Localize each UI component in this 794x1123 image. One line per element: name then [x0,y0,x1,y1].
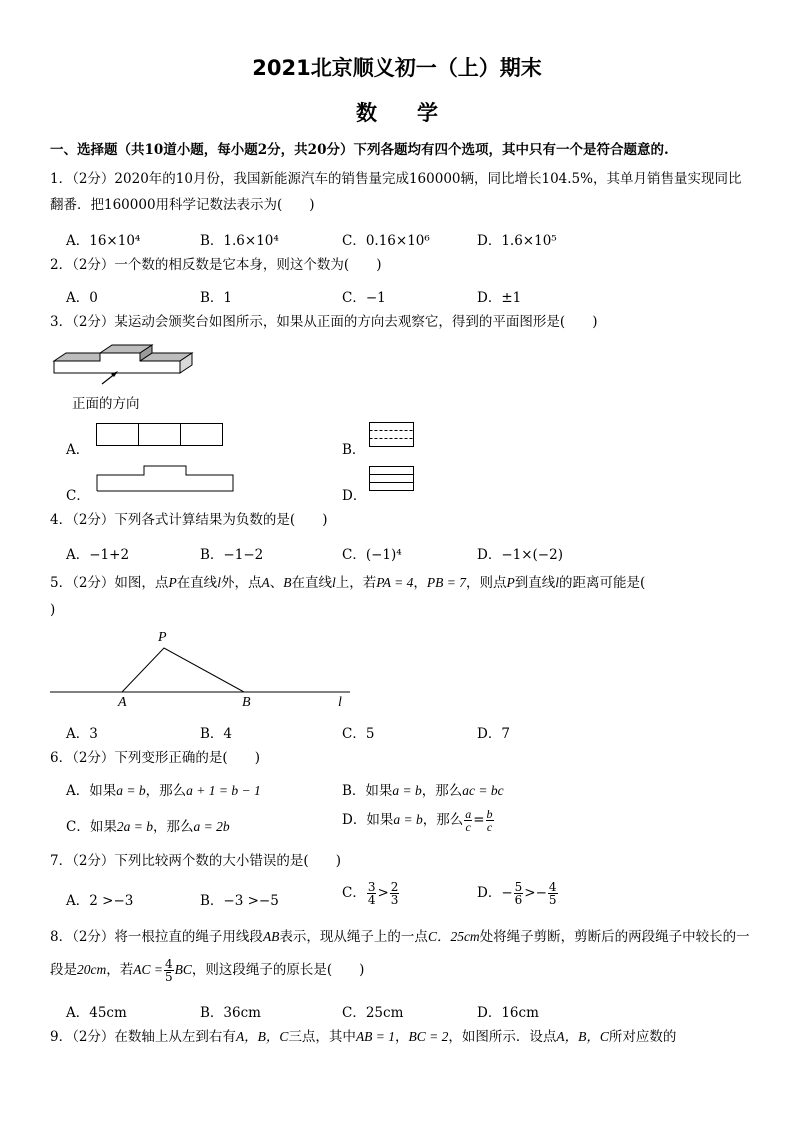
q5-line2: ) [50,602,56,618]
q3-option-c-figure [96,465,236,493]
q3-option-a-figure [96,423,224,447]
q4-option-d: D．−1×(−2) [477,547,563,563]
q2-text: 2．（2分）一个数的相反数是它本身，则这个数为( ) [50,257,382,273]
q5-fig-label-l: l [338,695,342,710]
q5-point-p: P [168,575,177,590]
q1-line1: 1．（2分）2020年的10月份，我国新能源汽车的销售量完成160000辆，同比增长104.5%，其单月销售量实现同比 [50,171,742,187]
q4-option-c: C．(−1)⁴ [342,547,402,563]
q7-option-c: C． $\frac{3}{4}$ > $\frac{2}{3}$ [342,880,399,907]
q5-line-l2: l [331,575,336,590]
q5-option-c: C．5 [342,726,375,742]
q8-option-b: B．36cm [200,1005,261,1021]
q3-option-d: D． [342,488,367,504]
q4-option-b: B．−1−2 [200,547,264,563]
q5-point-a: A [261,575,270,590]
q3-option-b-figure [369,422,415,448]
q2-option-b: B．1 [200,290,233,306]
q4-text: 4．（2分）下列各式计算结果为负数的是( ) [50,512,328,528]
q5-line-l3: l [555,575,559,590]
q5-line1 [50,574,645,592]
q1-option-a: A．16×10⁴ [66,233,141,249]
q5-option-b: B．4 [200,726,233,742]
q5-t7: 到直线 [514,575,556,591]
q5-point-p2: P [506,575,515,590]
q3-text: 3．（2分）某运动会颁奖台如图所示，如果从正面的方向去观察它，得到的平面图形是( ) [50,314,598,330]
q6-text: 6．（2分）下列变形正确的是( ) [50,750,260,766]
q2-option-c: C．−1 [342,290,386,306]
q7-text: 7．（2分）下列比较两个数的大小错误的是( ) [50,853,341,869]
q5-comma: ， [413,575,427,591]
podium-caption: 正面的方向 [72,396,140,412]
q8-line2: 段是20cm，若AC = $\frac{4}{5}$ BC，则这段绳子的原长是( ) [50,957,365,984]
q7-option-a: A．2 >−3 [66,893,134,909]
q7-option-d: D．− $\frac{5}{6}$ >− $\frac{4}{5}$ [477,880,557,907]
q1-option-c: C．0.16×10⁶ [342,233,430,249]
q1-line2: 翻番．把160000用科学记数法表示为( ) [50,197,315,213]
q5-fig-label-a: A [118,695,127,710]
q8-option-a: A．45cm [66,1005,127,1021]
q5-figure [50,630,360,710]
q5-t2: 在直线 [176,575,218,591]
q5-sep: 、 [269,575,284,591]
q5-cond1: PA = 4 [376,575,414,590]
q5-t4: 在直线 [291,575,332,591]
q5-line-l: l [217,575,221,590]
q9-line1: 9．（2分）在数轴上从左到右有A，B，C三点，其中AB = 1，BC = 2，如图所示．设点A，B，C所对应数的 [50,1029,677,1045]
q5-t3: 外，点 [220,575,262,591]
q5-option-a: A．3 [66,726,98,742]
q5-t6: ，则点 [465,575,507,591]
q5-fig-label-p: P [158,630,167,645]
section-heading: 一、选择题（共10道小题，每小题2分，共20分）下列各题均有四个选项，其中只有一个是符合题意的. [50,142,669,158]
q5-cond2: PB = 7 [426,575,466,590]
q5-fig-label-b: B [242,695,251,710]
podium-figure [52,343,197,388]
q5-point-b: B [283,575,292,590]
q5-t5: 上，若 [335,575,377,591]
q6-option-a: A．如果a = b，那么a + 1 = b − 1 [66,783,261,799]
q7-option-b: B．−3 >−5 [200,893,279,909]
q3-option-c: C． [66,488,90,504]
q4-option-a: A．−1+2 [66,547,130,563]
page-title: 2021北京顺义初一（上）期末 [252,56,542,80]
q5-t8: 的距离可能是( [558,575,646,591]
q8-option-d: D．16cm [477,1005,539,1021]
q2-option-a: A．0 [66,290,98,306]
q3-option-d-figure [369,466,415,492]
q6-option-c: C．如果2a = b，那么a = 2b [66,819,230,835]
subject-heading: 数学 [356,101,478,125]
q6-option-b: B．如果a = b，那么ac = bc [342,783,504,799]
q2-option-d: D．±1 [477,290,522,306]
q5-option-d: D．7 [477,726,510,742]
q1-option-b: B．1.6×10⁴ [200,233,279,249]
q1-option-d: D．1.6×10⁵ [477,233,557,249]
q8-option-c: C．25cm [342,1005,404,1021]
q5-t1: 5．（2分）如图，点 [50,575,169,591]
q8-line1: 8．（2分）将一根拉直的绳子用线段AB表示，现从绳子上的一点C．25cm处将绳子剪断，剪断后的两段绳子中较长的一 [50,929,750,945]
q6-option-d: D．如果a = b，那么 $\frac{a}{c}$ = $\frac{b}{c}$ [342,807,493,834]
q3-option-a: A． [66,442,90,458]
q3-option-b: B． [342,442,366,458]
